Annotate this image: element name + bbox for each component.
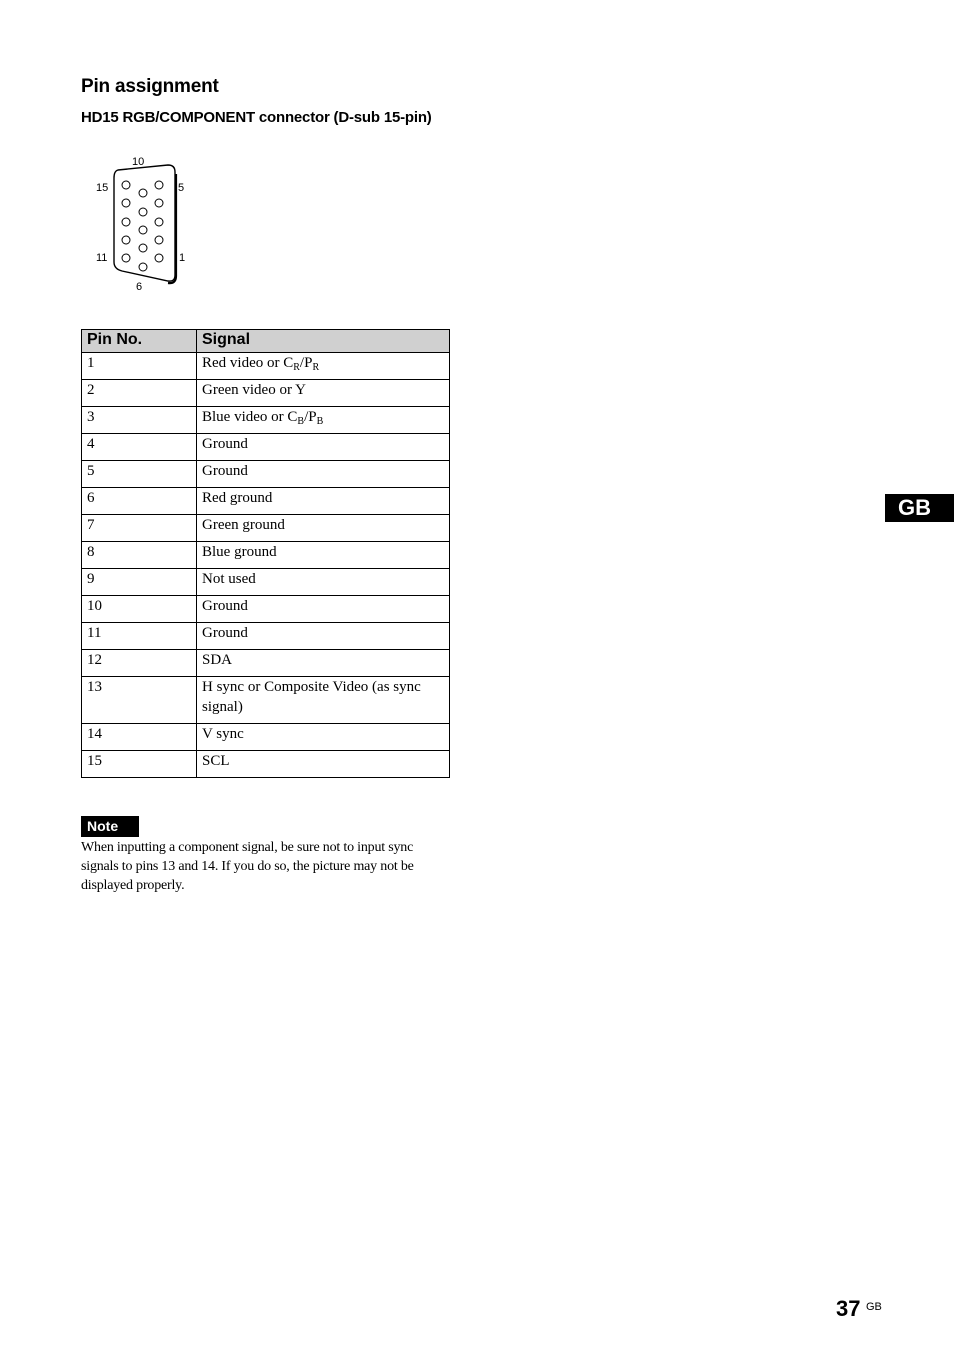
signal-name: Green video or Y <box>197 380 450 407</box>
pin-hole <box>139 263 147 271</box>
pin-hole <box>155 181 163 189</box>
signal-name: SCL <box>197 751 450 778</box>
signal-name: Ground <box>197 434 450 461</box>
pin-hole <box>122 218 130 226</box>
table-row <box>82 596 450 623</box>
table-row <box>82 515 450 542</box>
table-row <box>82 650 450 677</box>
section-subtitle: HD15 RGB/COMPONENT connector (D-sub 15-pin) <box>81 109 432 126</box>
pin-hole <box>155 218 163 226</box>
note-label: Note <box>81 816 139 837</box>
pin-hole <box>155 254 163 262</box>
signal-name: Not used <box>197 569 450 596</box>
table-row <box>82 434 450 461</box>
page-title: Pin assignment <box>81 76 219 97</box>
pin-label-10: 10 <box>132 156 145 168</box>
table-row <box>82 724 450 751</box>
language-tab: GB <box>885 494 954 522</box>
table-row <box>82 380 450 407</box>
table-header-row <box>82 330 450 353</box>
pin-hole <box>139 189 147 197</box>
signal-name: Ground <box>197 461 450 488</box>
signal-name: Ground <box>197 623 450 650</box>
table-row <box>82 353 450 380</box>
signal-name: Red ground <box>197 488 450 515</box>
pin-hole <box>155 236 163 244</box>
table-row <box>82 407 450 434</box>
pin-number: 12 <box>82 650 197 677</box>
table-row <box>82 461 450 488</box>
pin-hole <box>139 226 147 234</box>
pin-number: 14 <box>82 724 197 751</box>
table-row <box>82 569 450 596</box>
signal-name: SDA <box>197 650 450 677</box>
dsub-15-connector-diagram <box>90 150 200 295</box>
pin-number: 13 <box>82 677 197 724</box>
signal-name: V sync <box>197 724 450 751</box>
table-row <box>82 677 450 724</box>
pin-number: 8 <box>82 542 197 569</box>
pin-hole <box>122 181 130 189</box>
column-header-signal: Signal <box>197 330 450 353</box>
pin-number: 3 <box>82 407 197 434</box>
page-language-suffix: GB <box>866 1301 882 1313</box>
pin-number: 10 <box>82 596 197 623</box>
table-row <box>82 751 450 778</box>
signal-name: Ground <box>197 596 450 623</box>
pin-label-11: 11 <box>96 252 108 264</box>
pin-hole <box>122 236 130 244</box>
pin-number: 2 <box>82 380 197 407</box>
pin-hole <box>139 244 147 252</box>
pin-hole <box>139 208 147 216</box>
note-text: When inputting a component signal, be sure not to input sync signals to pins 13 and 14. If you do so, the picture may not be displayed properly. <box>81 840 414 893</box>
signal-name: Blue ground <box>197 542 450 569</box>
table-row <box>82 488 450 515</box>
pin-label-1: 1 <box>179 252 186 264</box>
pin-number: 15 <box>82 751 197 778</box>
pin-hole <box>155 199 163 207</box>
pin-number: 1 <box>82 353 197 380</box>
pin-hole <box>122 199 130 207</box>
table-row <box>82 623 450 650</box>
pin-number: 6 <box>82 488 197 515</box>
column-header-pin: Pin No. <box>82 330 197 353</box>
pin-number: 11 <box>82 623 197 650</box>
signal-name: H sync or Composite Video (as sync signal) <box>197 677 450 724</box>
page-number: 37 <box>836 1296 861 1321</box>
pin-number: 9 <box>82 569 197 596</box>
pin-assignment-table <box>81 329 450 778</box>
pin-number: 5 <box>82 461 197 488</box>
signal-name: Green ground <box>197 515 450 542</box>
pin-number: 7 <box>82 515 197 542</box>
pin-number: 4 <box>82 434 197 461</box>
pin-label-5: 5 <box>178 182 185 194</box>
table-row <box>82 542 450 569</box>
signal-name: Blue video or $C_B/P_B$ <box>197 407 450 434</box>
pin-hole <box>122 254 130 262</box>
signal-name: Red video or $C_R/P_R$ <box>197 353 450 380</box>
pin-label-6: 6 <box>136 281 143 293</box>
pin-label-15: 15 <box>96 182 109 194</box>
